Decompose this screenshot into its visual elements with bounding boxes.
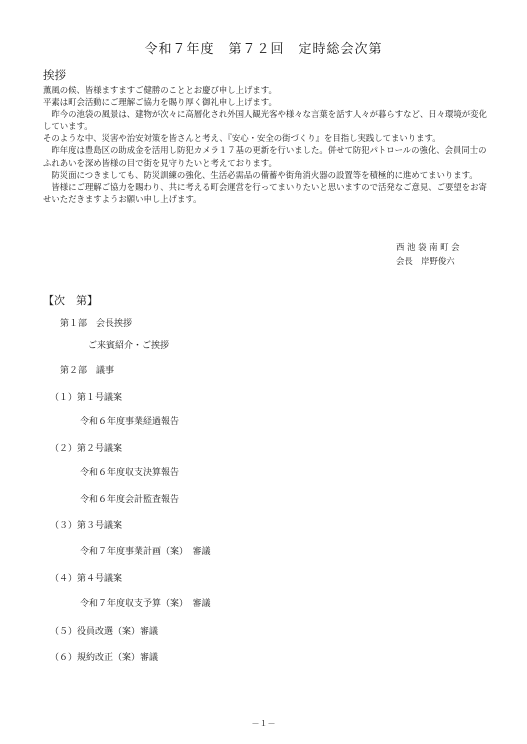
greeting-paragraph: そのような中、災害や治安対策を皆さんと考え、『安心・安全の街づくり』を目指し実践してまいります。: [43, 133, 441, 144]
greeting-paragraph: 昨年度は豊島区の助成金を活用し防犯カメラ１７基の更新を行いました。併せて防犯パトロールの強化、会員同士のふれあいを深め皆様の目で街を見守りたいと考えております。: [43, 145, 487, 168]
greeting-paragraph: 昨今の池袋の風景は、建物が次々に高層化され外国人観光客や様々な言葉を話す人々が暮らすなど、日々環境が変化しています。: [43, 109, 487, 132]
agenda-item: 第１部 会長挨拶: [60, 319, 133, 329]
agenda-item: （６）規約改正（案）審議: [50, 653, 159, 663]
greeting-paragraph: 薫風の候、皆様ますますご健勝のこととお慶び申し上げます。: [43, 85, 277, 95]
agenda-item: （２）第２号議案: [50, 444, 123, 454]
agenda-item: ご来賓紹介・ご挨拶: [88, 341, 170, 351]
signature-organization: 西 池 袋 南 町 会: [396, 242, 460, 252]
agenda-item: 令和７年度事業計画（案） 審議: [80, 547, 211, 557]
agenda-item: （４）第４号議案: [50, 574, 123, 584]
greeting-paragraph: 防災面につきましても、防災訓練の強化、生活必需品の備蓄や街角消火器の設置等を積極的に進めてまいります。: [43, 169, 478, 180]
signature-name: 会長 岸野俊六: [396, 256, 455, 266]
greeting-paragraph: 皆様にご理解ご協力を賜わり、共に考える町会運営を行ってまいりたいと思いますので活発なご意見、ご要望をお寄せいただきますようお願い申し上げます。: [43, 181, 487, 204]
agenda-heading: 【次 第】: [43, 294, 98, 307]
agenda-item: （１）第１号議案: [50, 393, 123, 403]
agenda-item: 令和６年度会計監査報告: [80, 495, 180, 505]
page-title: 令和７年度 第７２回 定時総会次第: [144, 42, 383, 57]
agenda-item: 令和６年度事業経過報告: [80, 417, 180, 427]
agenda-item: 令和７年度収支予算（案） 審議: [80, 599, 211, 609]
page-number: －１－: [251, 719, 276, 728]
greeting-paragraph: 平素は町会活動にご理解ご協力を賜り厚く御礼申し上げます。: [43, 97, 277, 108]
agenda-item: （３）第３号議案: [50, 521, 123, 531]
agenda-item: 令和６年度収支決算報告: [80, 468, 180, 478]
agenda-item: 第２部 議事: [60, 366, 115, 376]
greeting-heading: 挨拶: [43, 68, 66, 82]
agenda-item: （５）役員改選（案）審議: [50, 627, 159, 637]
